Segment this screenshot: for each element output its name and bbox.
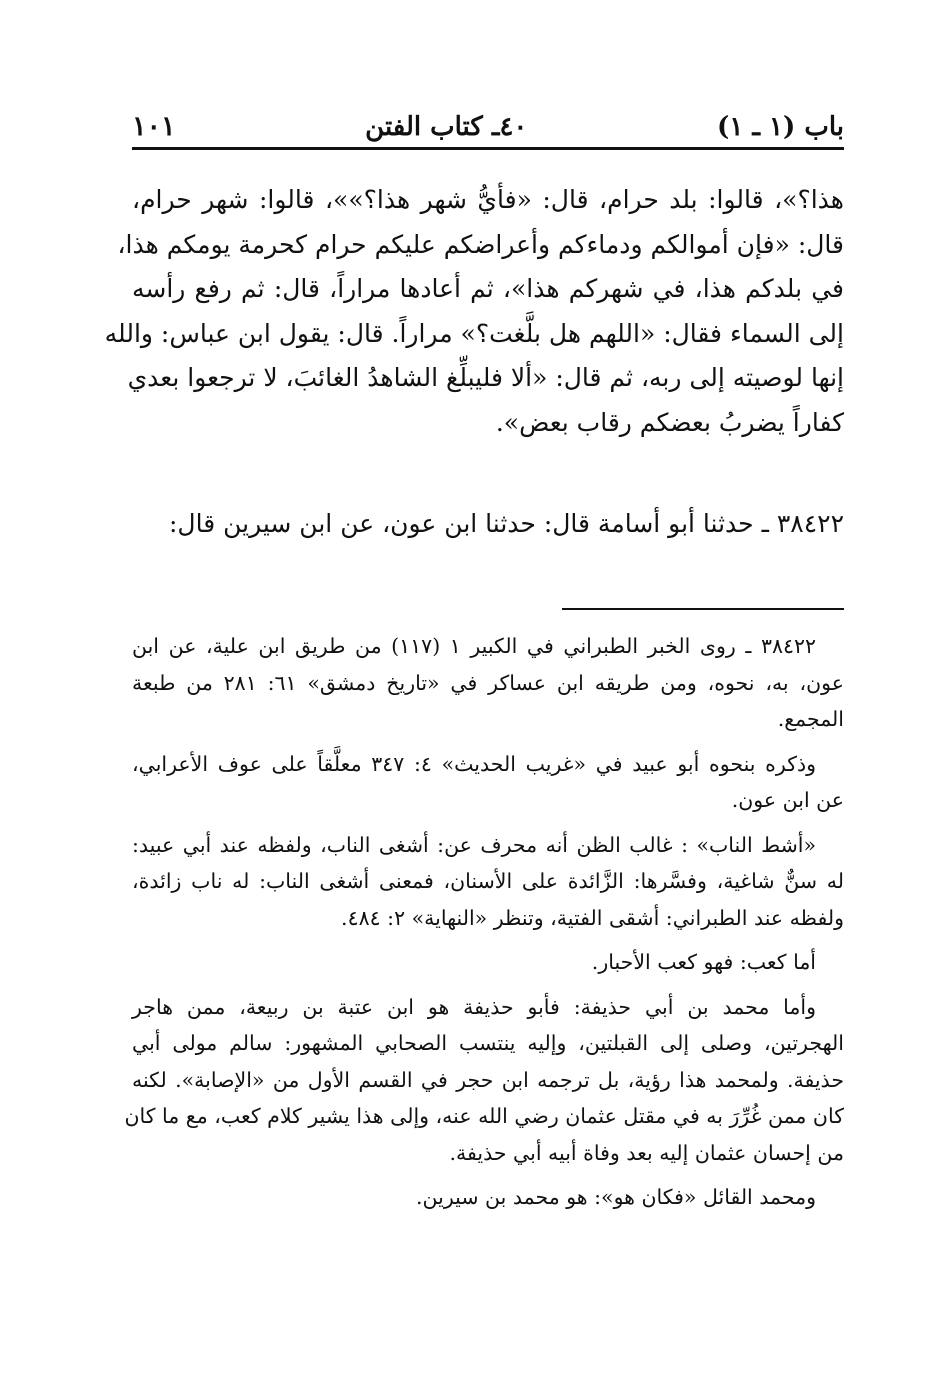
footnotes [124,628,844,1216]
hadith-38422-start: ٣٨٤٢٢ ـ حدثنا أبو أسامة قال: حدثنا ابن عون، عن ابن سيرين قال: [168,509,844,538]
text-line: في بلدكم هذا، في شهركم هذا»، ثم أعادها مراراً، قال: ثم رفع رأسه [132,274,844,304]
footnote-line: ولفظه عند الطبراني: أشقى الفتية، وتنظر «النهاية» ٢: ٤٨٤. [341,905,844,930]
footnote-line: عون، به، نحوه، ومن طريقه ابن عساكر في «تاريخ دمشق» ٦١: ٢٨١ من طبعة [132,670,844,695]
page-header [132,98,844,142]
book-title: ٤٠ـ كتاب الفتن [365,112,528,142]
footnote-line: المجمع. [777,707,844,731]
footnote-line: وذكره بنحوه أبو عبيد في «غريب الحديث» ٤: ٣٤٧ معلَّقاً على عوف الأعرابي، [132,751,816,776]
text-line: إلى السماء فقال: «اللهم هل بلَّغت؟» مراراً. قال: يقول ابن عباس: والله [104,318,844,348]
chapter-label: باب (١ ـ ١) [717,112,844,142]
footnote-line: الهجرتين، وصلى إلى القبلتين، وإليه ينتسب الصحابي المشهور: سالم مولى أبي [132,1031,844,1055]
text-line: هذا؟»، قالوا: بلد حرام، قال: «فأيُّ شهر هذا؟»»، قالوا: شهر حرام، [132,185,844,214]
text-line: قال: «فإن أموالكم ودماءكم وأعراضكم عليكم حرام كحرمة يومكم هذا، [117,229,844,259]
footnote-line: أما كعب: فهو كعب الأحبار. [591,950,816,974]
footnote-line: ٣٨٤٢٢ ـ روى الخبر الطبراني في الكبير ١ (١١٧) من طريق ابن علية، عن ابن [132,634,817,658]
main-text [104,178,844,446]
footnote-line: «أشط الناب» : غالب الظن أنه محرف عن: أشغى الناب، ولفظه عند أبي عبيد: [132,832,816,857]
footnote-line: حذيفة. ولمحمد هذا رؤية، بل ترجمه ابن حجر في القسم الأول من «الإصابة». لكنه [132,1067,844,1092]
page-number: ١٠١ [132,111,176,142]
footnote-line: له سنٌّ شاغية، وفسَّرها: الزَّائدة على الأسنان، فمعنى أشغى الناب: له ناب زائدة، [132,869,844,893]
text-line: إنها لوصيته إلى ربه، ثم قال: «ألا فليبلِّغ الشاهدُ الغائبَ، لا ترجعوا بعدي [127,363,844,393]
text-line: كفاراً يضربُ بعضكم رقاب بعض». [495,407,844,437]
footnote-line: ومحمد القائل «فكان هو»: هو محمد بن سيرين. [416,1185,816,1209]
footnote-line: كان ممن غُرِّرَ به في مقتل عثمان رضي الله عنه، وإلى هذا يشير كلام كعب، مع ما كان [124,1104,844,1128]
footnote-line: من إحسان عثمان إليه بعد وفاة أبيه أبي حذيفة. [449,1140,844,1165]
header-rule [132,147,844,150]
footnote-line: وأما محمد بن أبي حذيفة: فأبو حذيفة هو ابن عتبة بن ربيعة، ممن هاجر [132,994,816,1019]
footnote-line: عن ابن عون. [731,788,844,812]
footnote-separator [562,608,844,610]
